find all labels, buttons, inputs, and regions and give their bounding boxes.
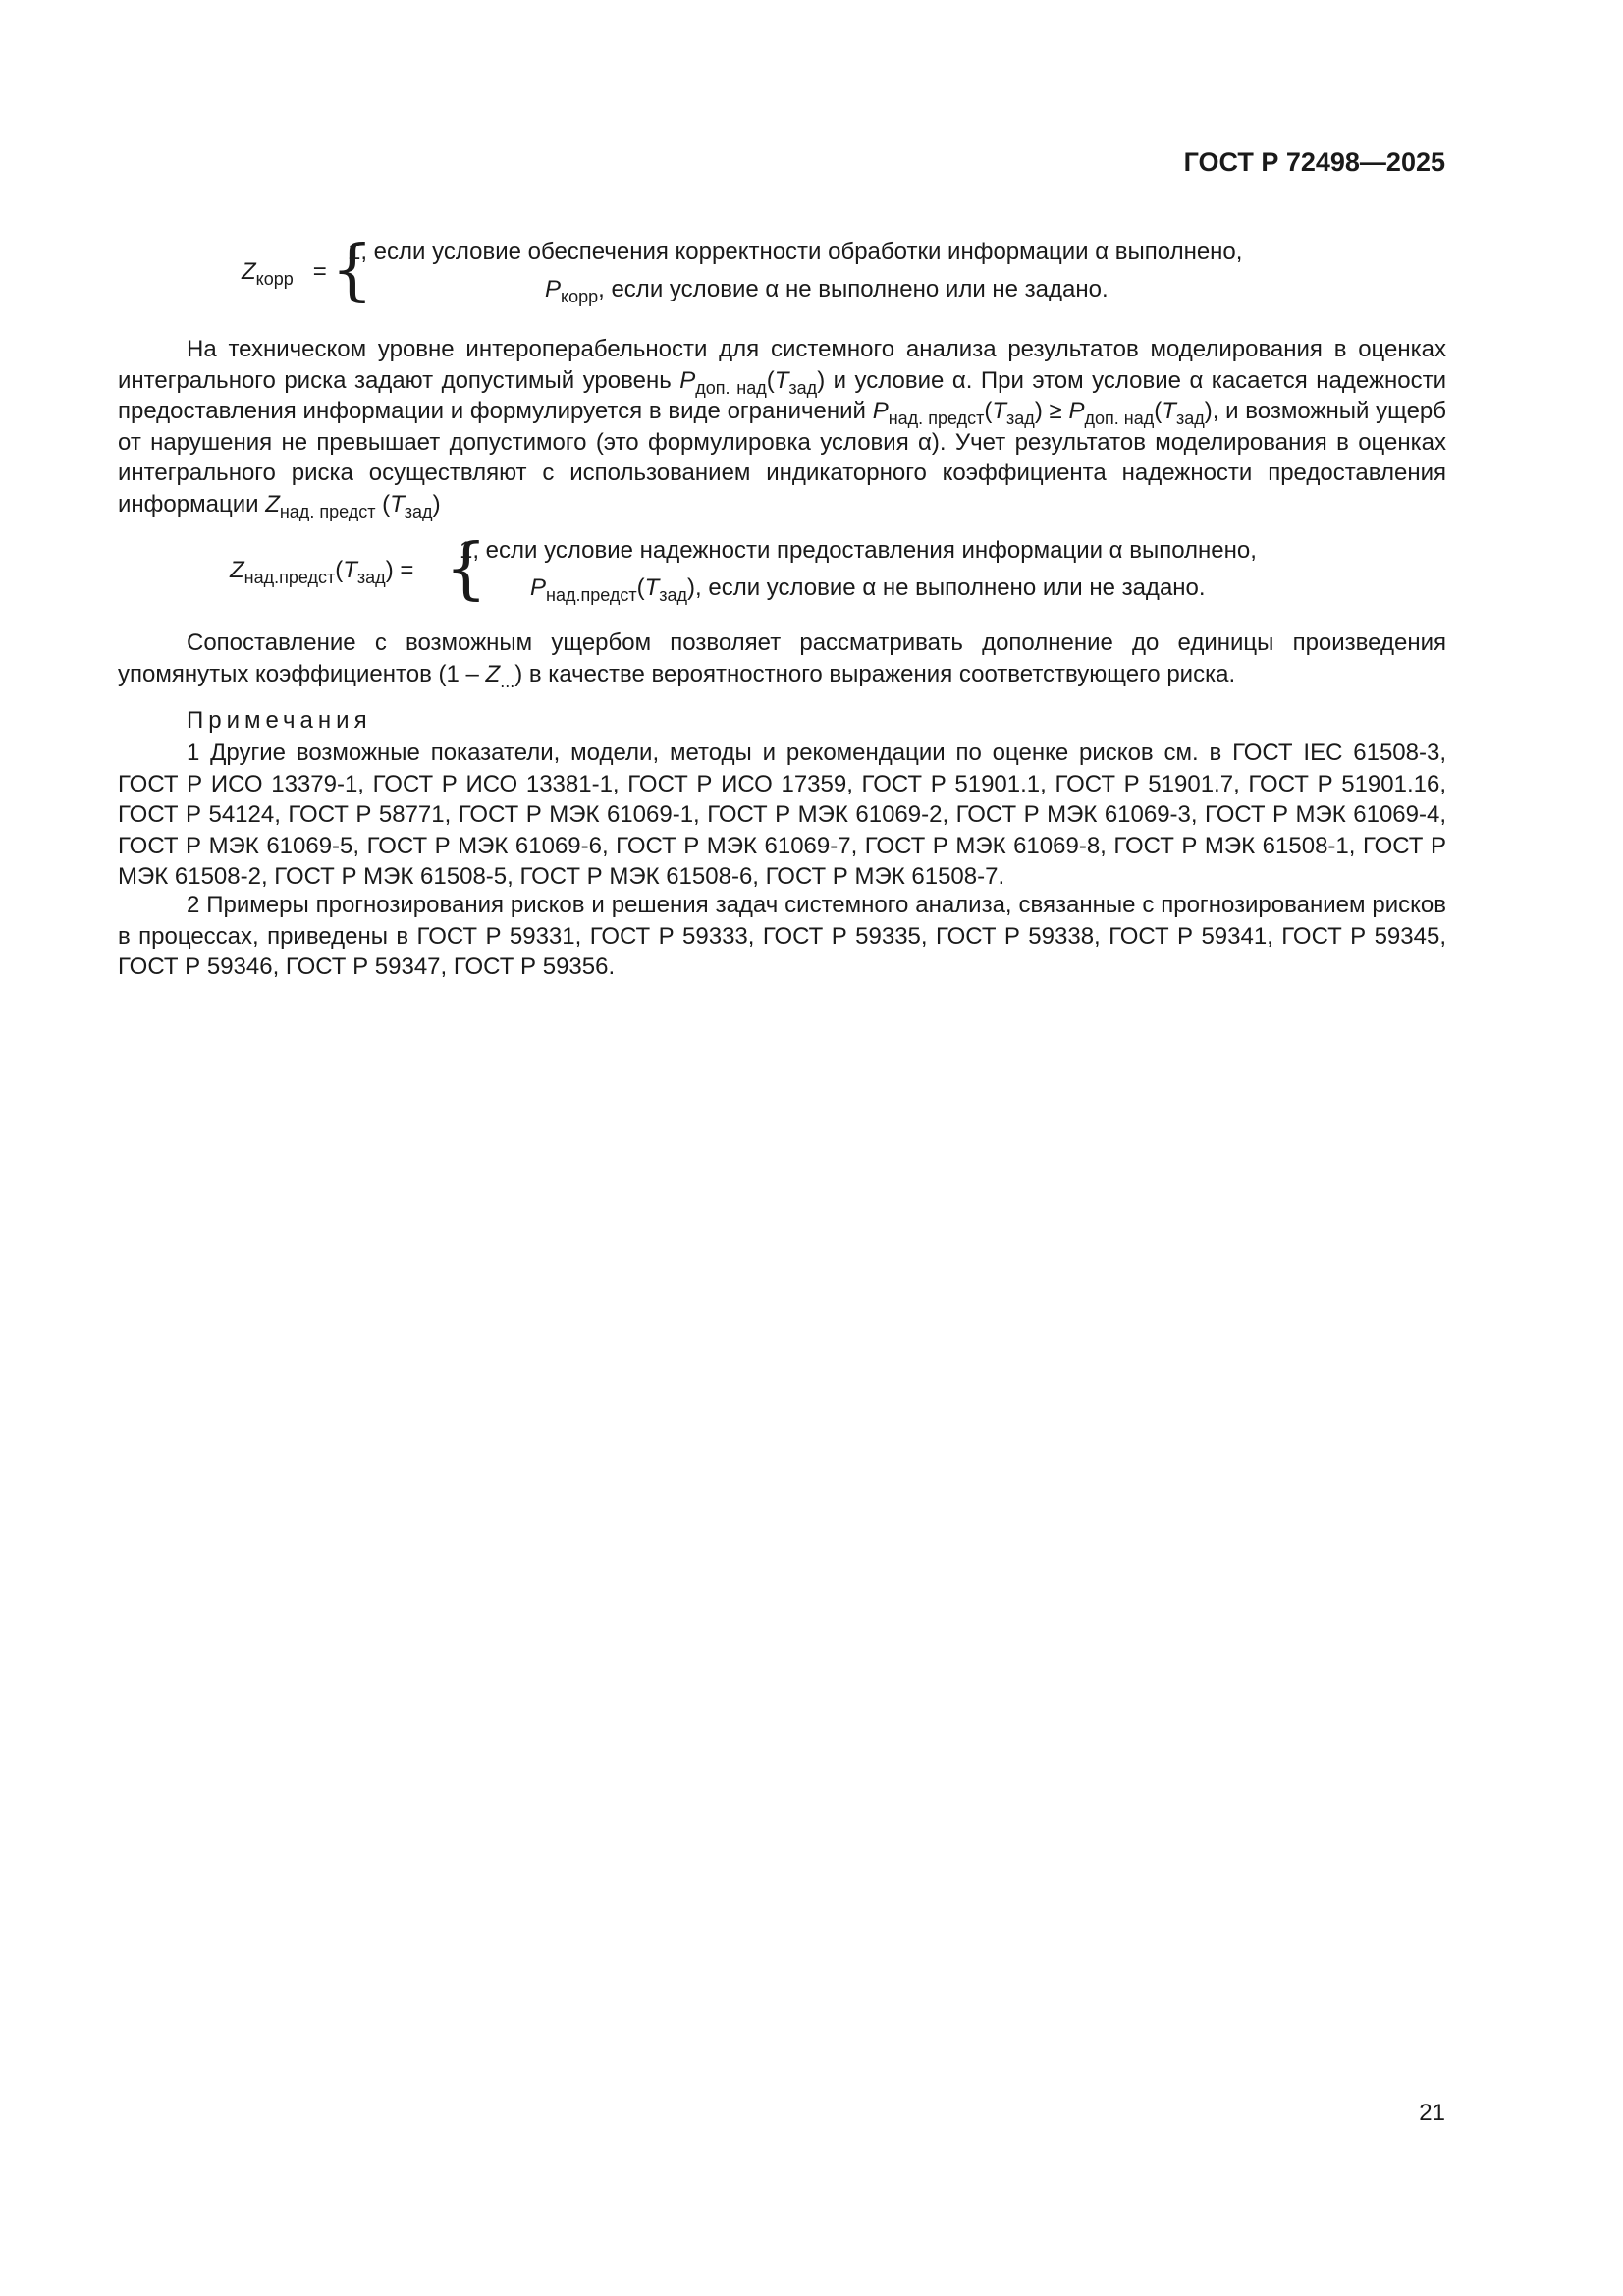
formula2-case1: 1, если условие надежности предоставления информации α выполнено, <box>460 537 1257 564</box>
formula2-lhs: $Z_{над.предст}(T_{зад})$ = <box>230 557 414 587</box>
formula1-brace: { <box>331 232 374 309</box>
notes-title: Примечания <box>187 707 372 734</box>
formula1-lhs: $Z_{корр}$ = <box>242 258 327 289</box>
paragraph-risk-comparison: Сопоставление с возможным ущербом позволяет рассматривать дополнение до единицы произведения упомянутых коэффициентов $(1 - Z_{...})$ в качестве вероятностного выражения соответствующего риска. <box>118 629 1446 691</box>
formula-z-nad-predst <box>0 530 1623 613</box>
formula-z-korr <box>0 232 1623 314</box>
formula2-case2: $P_{над.предст}(T_{зад})$, если условие α не выполнено или не задано. <box>530 574 1206 605</box>
formula1-case1: 1, если условие обеспечения корректности обработки информации α выполнено, <box>348 239 1243 265</box>
paragraph-interoperability: На техническом уровне интероперабельности для системного анализа результатов моделирования в оценках интегрального риска задают допустимый уровень $P_{доп. над}(T_{зад})$ и условие α. При этом условие α касается надежности предоставления информации и формулируется в виде ограничений $P_{над. предст}(T_{зад}) \ge P_{доп. над}(T_{зад})$, и возможный ущерб от нарушения не превышает допустимого (это формулировка условия α). Учет результатов моделирования в оценках интегрального риска осуществляют с использованием индикаторного коэффициента надежности предоставления информации $Z_{над. предст}$ $(T_{зад})$ <box>118 336 1447 521</box>
formula2-brace: { <box>445 530 488 608</box>
page-number: 21 <box>1419 2100 1445 2126</box>
formula1-case2: $P_{корр}$, если условие α не выполнено или не задано. <box>545 276 1109 306</box>
note-2: 2 Примеры прогнозирования рисков и решения задач системного анализа, связанные с прогнозированием рисков в процессах, приведены в ГОСТ Р 59331, ГОСТ Р 59333, ГОСТ Р 59335, ГОСТ Р 59338, ГОСТ Р 59341, ГОСТ Р 59345, ГОСТ Р 59346, ГОСТ Р 59347, ГОСТ Р 59356. <box>118 892 1446 980</box>
document-number: ГОСТ Р 72498—2025 <box>1183 147 1445 177</box>
note-1: 1 Другие возможные показатели, модели, методы и рекомендации по оценке рисков см. в ГОСТ IEC 61508-3, ГОСТ Р ИСО 13379-1, ГОСТ Р ИСО 13381-1, ГОСТ Р ИСО 17359, ГОСТ Р 51901.1, ГОСТ Р 51901.7, ГОСТ Р 51901.16, ГОСТ Р 54124, ГОСТ Р 58771, ГОСТ Р МЭК 61069-1, ГОСТ Р МЭК 61069-2, ГОСТ Р МЭК 61069-3, ГОСТ Р МЭК 61069-4, ГОСТ Р МЭК 61069-5, ГОСТ Р МЭК 61069-6, ГОСТ Р МЭК 61069-7, ГОСТ Р МЭК 61069-8, ГОСТ Р МЭК 61508-1, ГОСТ Р МЭК 61508-2, ГОСТ Р МЭК 61508-5, ГОСТ Р МЭК 61508-6, ГОСТ Р МЭК 61508-7. <box>118 739 1446 890</box>
